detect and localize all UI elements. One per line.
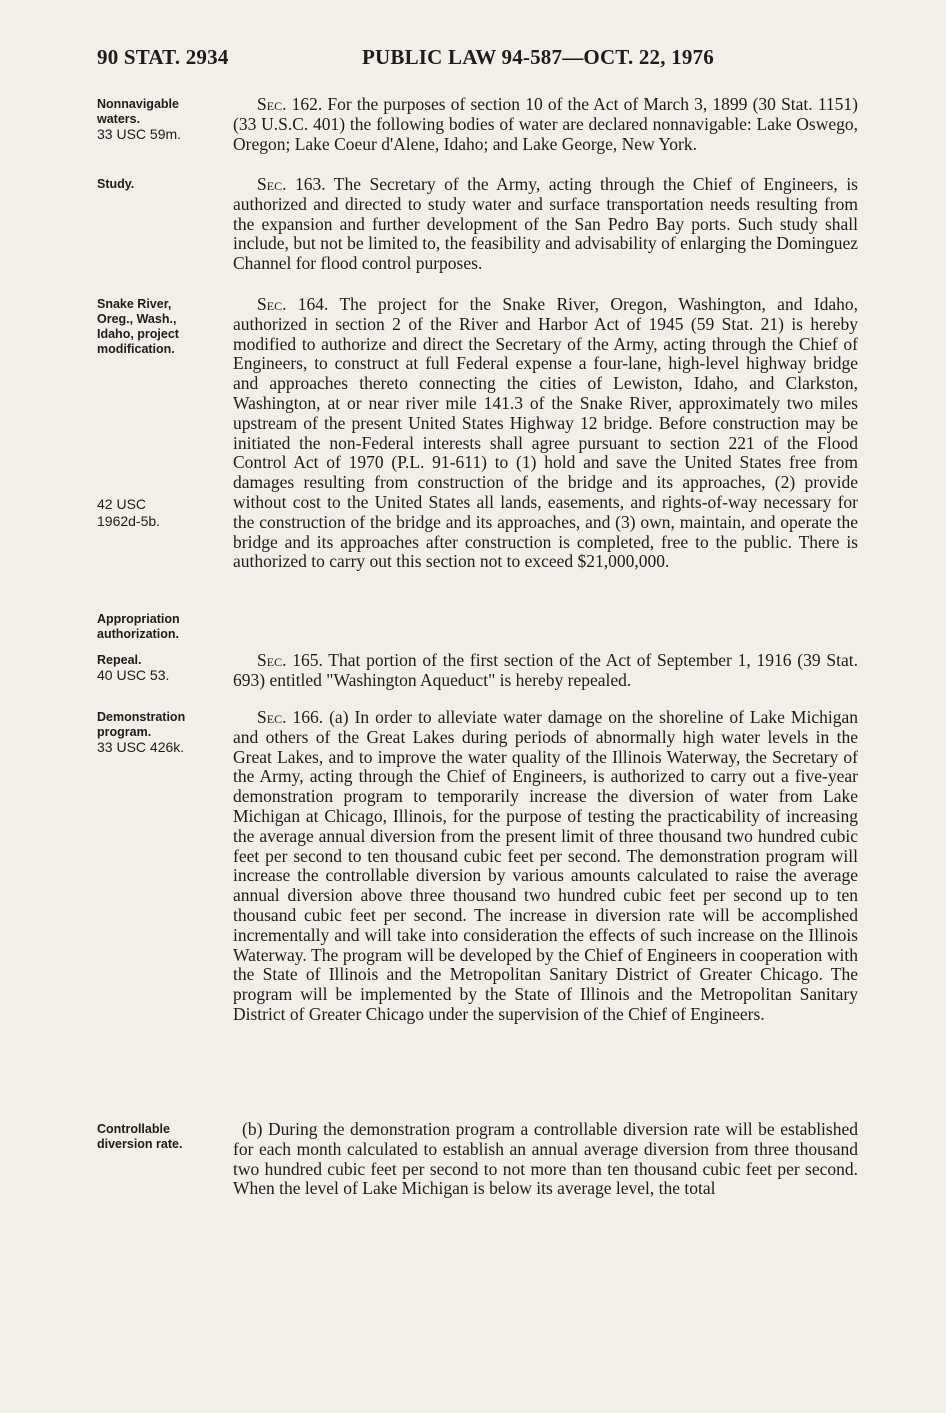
margin-note-snake-river bbox=[97, 297, 222, 357]
margin-note-line: 42 USC bbox=[97, 496, 147, 512]
margin-note-line: 1962d-5b. bbox=[97, 513, 161, 529]
section-label: Sec. 164. bbox=[257, 294, 329, 314]
margin-note-line: Nonnavigable bbox=[97, 97, 179, 111]
margin-note-42-usc bbox=[97, 496, 222, 530]
margin-note-line: Demonstration bbox=[97, 710, 186, 724]
section-text: (b) During the demonstration program a controllable diversion rate will be established for each month calculated to establish an annual average diversion from three thousand two hundred cubic feet per second to not more than ten thousand cubic feet per second. When the level of Lake Michigan is below its average level, the total bbox=[233, 1119, 858, 1199]
margin-note-line: waters. bbox=[97, 112, 141, 126]
section-text: The Secretary of the Army, acting through the Chief of Engineers, is authorized and directed to study water and surface transportation needs resulting from the expansion and further development of the San Pedro Bay ports. Such study shall include, but not be limited to, the feasibility and advisability of enlarging the Dominguez Channel for flood control purposes. bbox=[233, 174, 858, 274]
margin-note-line: 33 USC 59m. bbox=[97, 126, 182, 142]
section-164 bbox=[233, 295, 858, 572]
section-label: Sec. 162. bbox=[257, 94, 323, 114]
running-header: PUBLIC LAW 94-587—OCT. 22, 1976 bbox=[362, 45, 714, 69]
section-text: For the purposes of section 10 of the Act of March 3, 1899 (30 Stat. 1151) (33 U.S.C. 401) the following bodies of water are declared nonnavigable: Lake Oswego, Oregon; Lake Coeur d'Alene, Idaho; and Lake George, New York. bbox=[233, 94, 858, 154]
margin-note-controllable bbox=[97, 1122, 222, 1152]
section-162 bbox=[233, 95, 858, 154]
section-text: That portion of the first section of the Act of September 1, 1916 (39 Stat. 693) entitled "Washington Aqueduct" is hereby repealed. bbox=[233, 650, 858, 690]
section-label: Sec. 166. bbox=[257, 707, 324, 727]
section-label: Sec. 165. bbox=[257, 650, 323, 670]
margin-note-line: authorization. bbox=[97, 627, 179, 641]
margin-note-study bbox=[97, 177, 222, 192]
margin-note-line: Idaho, project bbox=[97, 327, 179, 341]
margin-note-line: 40 USC 53. bbox=[97, 667, 170, 683]
page-number-header: 90 STAT. 2934 bbox=[97, 45, 229, 69]
section-166a bbox=[233, 708, 858, 1025]
margin-note-line: diversion rate. bbox=[97, 1137, 183, 1151]
margin-note-line: Oreg., Wash., bbox=[97, 312, 177, 326]
section-165 bbox=[233, 651, 858, 691]
margin-note-appropriation bbox=[97, 612, 222, 642]
section-text: (a) In order to alleviate water damage on the shoreline of Lake Michigan and others of the Great Lakes during periods of abnormally high water levels in the Great Lakes, and to improve the water quality of the Illinois Waterway, the Secretary of the Army, acting through the Chief of Engineers, is authorized to carry out a five-year demonstration program to temporarily increase the diversion of water from Lake Michigan at Chicago, Illinois, for the purpose of testing the practicability of increasing the average annual diversion from the present limit of three thousand two hundred cubic feet per second to ten thousand cubic feet per second. The demonstration program will increase the controllable diversion by various amounts calculated to raise the average annual diversion above three thousand two hundred cubic feet per second up to ten thousand cubic feet per second. The increase in diversion rate will be accomplished incrementally and will take into consideration the effects of such increase on the Illinois Waterway. The program will be developed by the Chief of Engineers in cooperation with the State of Illinois and the Metropolitan Sanitary District of Greater Chicago. The program will be implemented by the State of Illinois and the Metropolitan Sanitary District of Greater Chicago under the supervision of the Chief of Engineers. bbox=[233, 707, 858, 1024]
section-163 bbox=[233, 175, 858, 274]
section-text: The project for the Snake River, Oregon, Washington, and Idaho, authorized in section 2 of the River and Harbor Act of 1945 (59 Stat. 21) is hereby modified to authorize and direct the Secretary of the Army, acting through the Chief of Engineers, to construct at full Federal expense a four-lane, high-level highway bridge and approaches thereto connecting the cities of Lewiston, Idaho, and Clarkston, Washington, at or near river mile 141.3 of the Snake River, approximately two miles upstream of the present United States Highway 12 bridge. Before construction may be initiated the non-Federal interests shall agree pursuant to section 221 of the Flood Control Act of 1970 (P.L. 91-611) to (1) hold and save the United States free from damages resulting from construction of the bridge and its approaches, (2) provide without cost to the United States all lands, easements, and rights-of-way necessary for the construction of the bridge and its approaches, and (3) own, maintain, and operate the bridge and its approaches after construction is completed, free to the public. There is authorized to carry out this section not to exceed $21,000,000. bbox=[233, 294, 858, 572]
margin-note-line: 33 USC 426k. bbox=[97, 739, 185, 755]
margin-note-line: Study. bbox=[97, 177, 135, 191]
margin-note-repeal bbox=[97, 653, 222, 683]
margin-note-line: Controllable bbox=[97, 1122, 170, 1136]
margin-note-demonstration bbox=[97, 710, 222, 755]
margin-note-line: Repeal. bbox=[97, 653, 142, 667]
margin-note-line: Appropriation bbox=[97, 612, 180, 626]
section-166b bbox=[233, 1120, 858, 1199]
margin-note-nonnavigable bbox=[97, 97, 222, 142]
margin-note-line: program. bbox=[97, 725, 152, 739]
section-label: Sec. 163. bbox=[257, 174, 326, 194]
margin-note-line: modification. bbox=[97, 342, 175, 356]
margin-note-line: Snake River, bbox=[97, 297, 172, 311]
